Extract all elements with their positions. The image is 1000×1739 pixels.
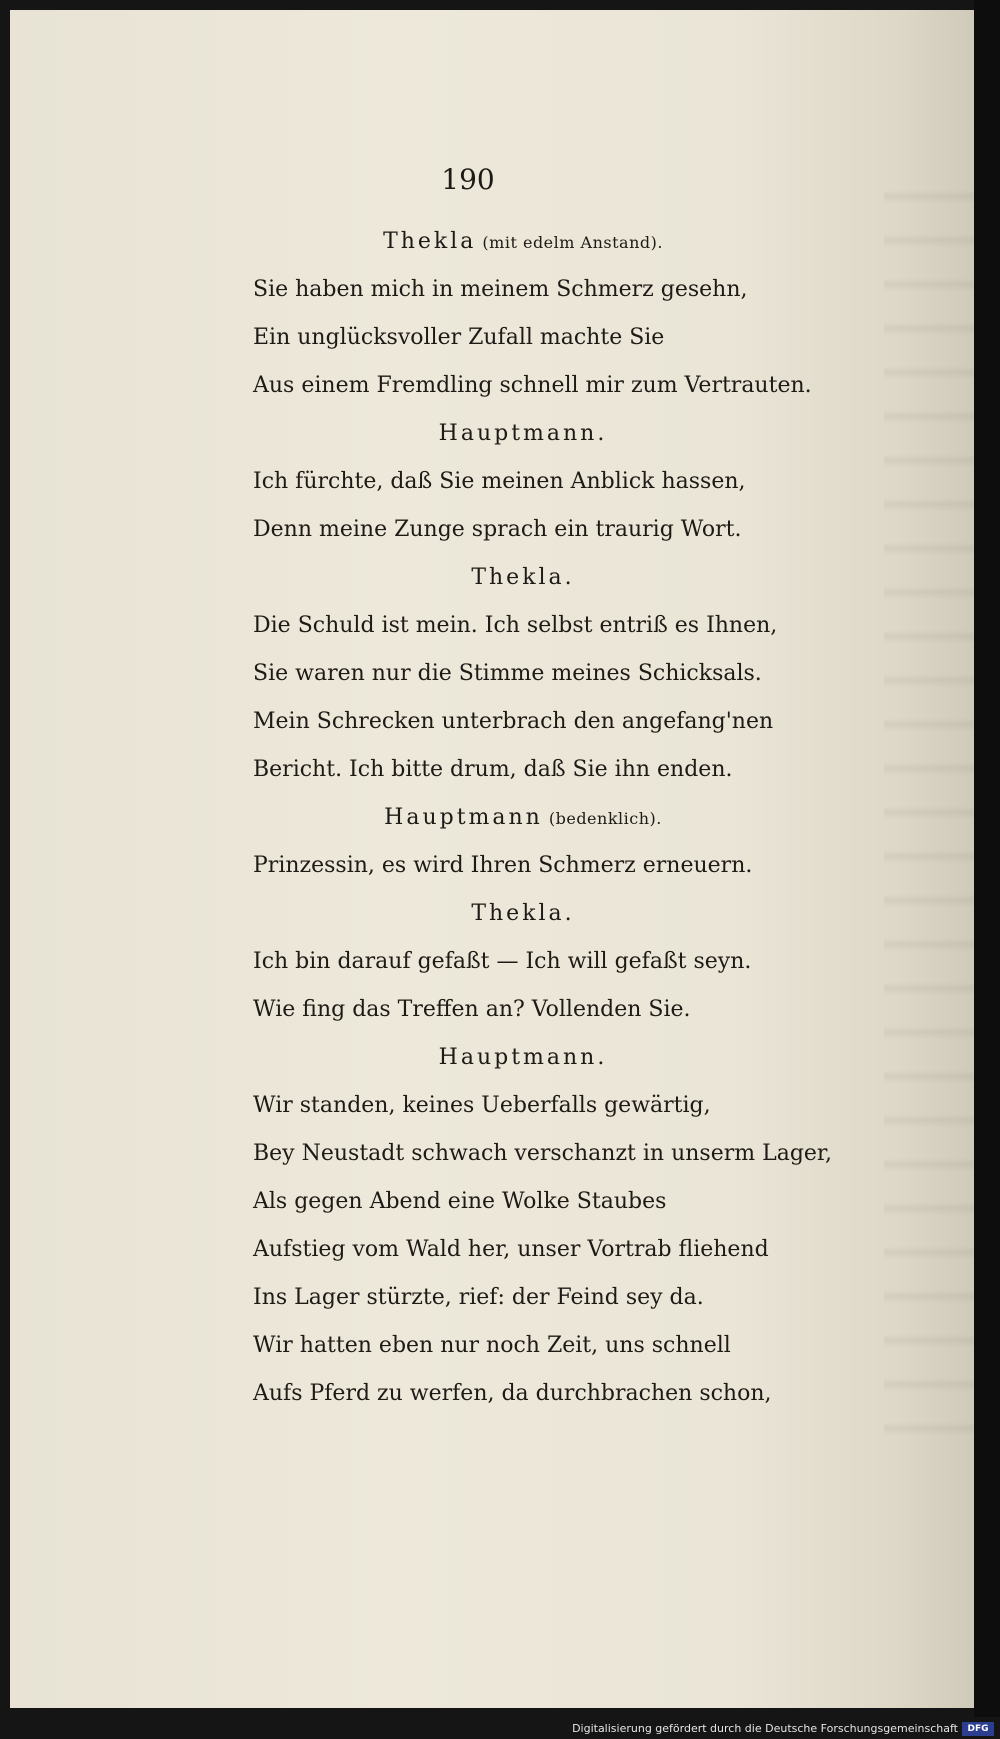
speaker-heading [333,554,713,602]
verse-line: Aufs Pferd zu werfen, da durchbrachen schon, [253,1381,772,1406]
book-page [10,10,974,1708]
page-number: 190 [441,163,495,196]
verse-line: Aufstieg vom Wald her, unser Vortrab fliehend [253,1237,769,1262]
verse-line: Aus einem Fremdling schnell mir zum Vertrauten. [253,373,812,398]
verse-line: Denn meine Zunge sprach ein traurig Wort. [253,517,742,542]
footer-credit: Digitalisierung gefördert durch die Deutsche Forschungsgemeinschaft [572,1722,958,1735]
speaker-name: Hauptmann [384,805,543,830]
verse-line: Wir hatten eben nur noch Zeit, uns schnell [253,1333,731,1358]
verse-line: Als gegen Abend eine Wolke Staubes [253,1189,667,1214]
verse-line: Bey Neustadt schwach verschanzt in unserm Lager, [253,1141,833,1166]
verse-line: Wir standen, keines Ueberfalls gewärtig, [253,1093,711,1118]
speaker-name: Thekla [383,229,477,254]
verse-line: Ich fürchte, daß Sie meinen Anblick hassen, [253,469,746,494]
verse-line: Ein unglücksvoller Zufall machte Sie [253,325,665,350]
dfg-logo: DFG [962,1722,994,1736]
speaker-heading [333,218,713,266]
verse-line: Ins Lager stürzte, rief: der Feind sey da. [253,1285,704,1310]
bleed-through-shadow [884,160,974,1460]
verse-line: Sie waren nur die Stimme meines Schicksals. [253,661,762,686]
verse-line: Ich bin darauf gefaßt — Ich will gefaßt seyn. [253,949,752,974]
speaker-name: Hauptmann. [438,421,608,446]
speaker-name: Thekla. [471,565,575,590]
stage-direction: (mit edelm Anstand). [482,233,663,252]
speaker-heading [333,890,713,938]
stage-direction: (bedenklich). [548,809,662,828]
verse-line: Mein Schrecken unterbrach den angefang'nen [253,709,774,734]
verse-line: Sie haben mich in meinem Schmerz gesehn, [253,277,748,302]
speaker-heading [333,410,713,458]
verse-line: Bericht. Ich bitte drum, daß Sie ihn enden. [253,757,733,782]
text-block [253,160,873,1418]
verse-line: Prinzessin, es wird Ihren Schmerz erneuern. [253,853,753,878]
footer-bar [0,1717,1000,1739]
speaker-name: Thekla. [471,901,575,926]
speaker-heading [333,794,713,842]
spine-edge [974,0,1000,1739]
verse-line: Die Schuld ist mein. Ich selbst entriß es Ihnen, [253,613,778,638]
verse-line: Wie fing das Treffen an? Vollenden Sie. [253,997,691,1022]
speaker-name: Hauptmann. [438,1045,608,1070]
speaker-heading [333,1034,713,1082]
